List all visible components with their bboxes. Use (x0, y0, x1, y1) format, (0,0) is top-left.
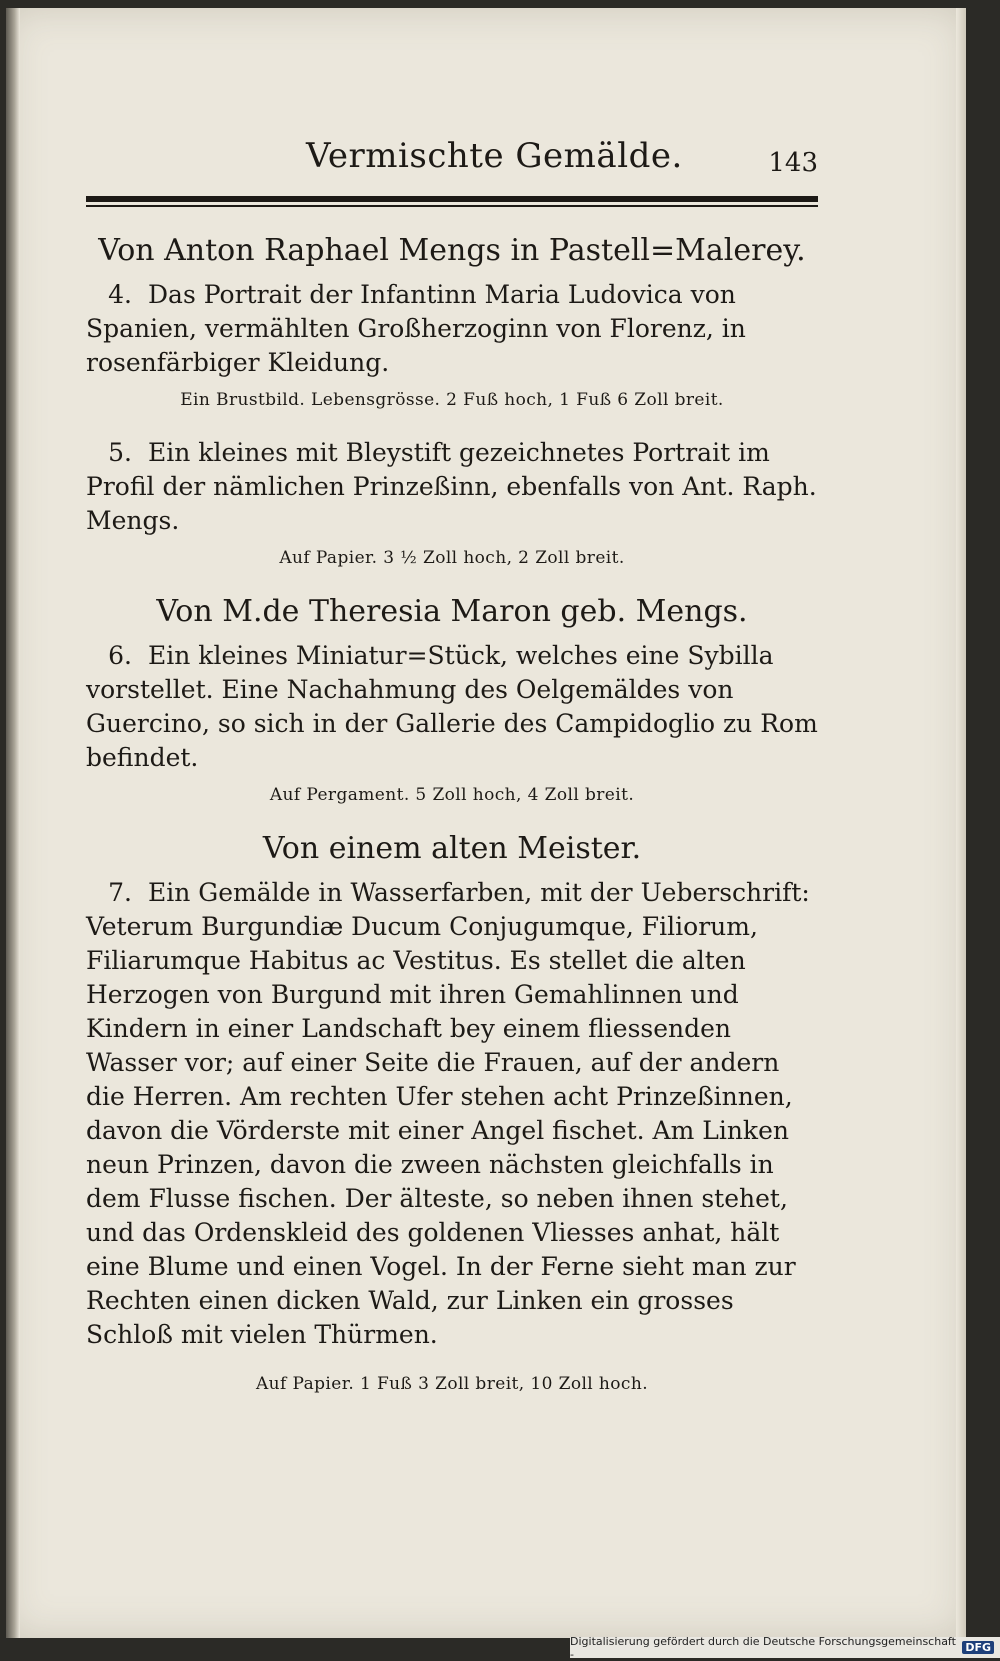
dfg-logo[interactable]: DFG (962, 1641, 994, 1654)
header-rule-thin (86, 205, 818, 207)
section-heading: Von einem alten Meister. (262, 831, 642, 866)
catalog-entry (86, 278, 818, 380)
entry-text: Das Portrait der Infantinn Maria Ludovica von Spanien, vermählten Großherzoginn von Florenz, in rosenfärbiger Kleidung. (86, 280, 746, 377)
entry-dimensions: Ein Brustbild. Lebensgrösse. 2 Fuß hoch, 1 Fuß 6 Zoll breit. (180, 390, 724, 410)
page-edge (956, 8, 966, 1638)
catalog-entry (86, 876, 818, 1352)
entry-text: Ein Gemälde in Wasserfarben, mit der Ueberschrift: Veterum Burgundiæ Ducum Conjugumque, Filiorum, Filiarumque Habitus ac Vestitus. Es stellet die alten Herzogen von Burgund mit ihren Gemahlinnen und Kindern in einer Landschaft bey einem fliessenden Wasser vor; auf einer Seite die Frauen, auf der andern die Herren. Am rechten Ufer stehen acht Prinzeßinnen, davon die Vörderste mit einer Angel fischet. Am Linken neun Prinzen, davon die zween nächsten gleichfalls in dem Flusse fischen. Der älteste, so neben ihnen stehet, und das Ordenskleid des goldenen Vliesses anhat, hält eine Blume und einen Vogel. In der Ferne sieht man zur Rechten einen dicken Wald, zur Linken ein grosses Schloß mit vielen Thürmen. (86, 878, 810, 1349)
book-spine (6, 8, 20, 1638)
page-header (86, 128, 818, 192)
entry-dimensions: Auf Papier. 3 ½ Zoll hoch, 2 Zoll breit. (279, 548, 625, 568)
running-head: Vermischte Gemälde. (306, 136, 683, 176)
header-rule-thick (86, 196, 818, 202)
page-content (86, 128, 818, 1398)
entry-number: 6. (108, 641, 132, 670)
section-heading: Von M.de Theresia Maron geb. Mengs. (156, 594, 748, 629)
entry-dimensions: Auf Pergament. 5 Zoll hoch, 4 Zoll breit. (269, 785, 635, 805)
entry-number: 4. (108, 280, 132, 309)
page-number: 143 (768, 148, 818, 178)
entry-text: Ein kleines mit Bleystift gezeichnetes Portrait im Profil der nämlichen Prinzeßinn, ebenfalls von Ant. Raph. Mengs. (86, 438, 817, 535)
catalog-entry (86, 436, 818, 538)
digitization-footer (570, 1634, 1000, 1661)
book-page (6, 8, 966, 1638)
entry-dimensions: Auf Papier. 1 Fuß 3 Zoll breit, 10 Zoll hoch. (255, 1374, 648, 1394)
footer-credit: Digitalisierung gefördert durch die Deutsche Forschungsgemeinschaft - (570, 1634, 956, 1661)
section-heading: Von Anton Raphael Mengs in Pastell=Malerey. (98, 233, 806, 268)
entry-text: Ein kleines Miniatur=Stück, welches eine Sybilla vorstellet. Eine Nachahmung des Oelgemäldes von Guercino, so sich in der Gallerie des Campidoglio zu Rom befindet. (86, 641, 818, 772)
entry-number: 7. (108, 878, 132, 907)
catalog-entry (86, 639, 818, 775)
entry-number: 5. (108, 438, 132, 467)
